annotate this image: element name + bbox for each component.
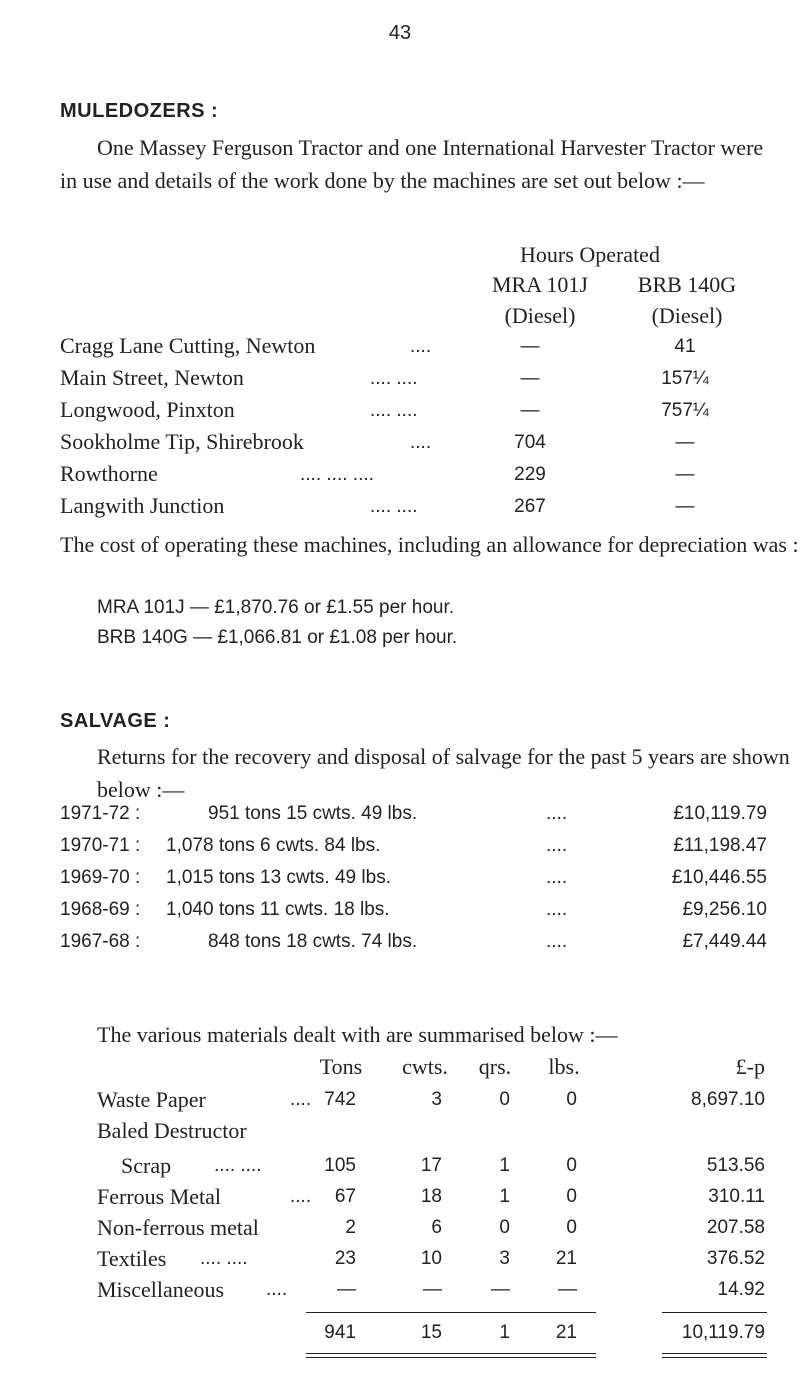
table-row [0, 397, 800, 429]
brb-hours: — [675, 496, 695, 517]
qrs-value: 0 [499, 1089, 510, 1110]
table-row [0, 1184, 800, 1214]
leader-dots: .... .... [370, 400, 418, 421]
tons-value: 2 [345, 1217, 356, 1238]
site-name: Sookholme Tip, Shirebrook [60, 429, 304, 454]
leader-dots: .... [546, 867, 568, 888]
amount-value: 14.92 [717, 1279, 765, 1300]
tons-value: 23 [334, 1248, 356, 1269]
brb-hours: 41 [674, 336, 696, 357]
brb-hours: 757¼ [661, 400, 709, 421]
leader-dots: .... [290, 1089, 312, 1110]
cwts-total: 15 [420, 1322, 442, 1343]
leader-dots: .... [546, 835, 568, 856]
tons-value: 105 [324, 1155, 356, 1176]
cwts-header: cwts. [402, 1054, 448, 1079]
lbs-value: 0 [566, 1155, 577, 1176]
salvage-heading: SALVAGE : [60, 710, 171, 732]
lbs-value: 0 [566, 1089, 577, 1110]
lbs-value: 21 [555, 1248, 577, 1269]
cost-line-mra: MRA 101J — £1,870.76 or £1.55 per hour. [97, 597, 455, 618]
amount: £10,119.79 [673, 803, 767, 824]
year: 1971-72 : [60, 803, 141, 824]
mra-hours: 229 [514, 464, 546, 485]
amount-total: 10,119.79 [681, 1322, 765, 1343]
cwts-value: — [423, 1279, 442, 1300]
table-row [0, 461, 800, 493]
leader-dots: .... [546, 803, 568, 824]
page-number: 43 [388, 22, 412, 44]
weight: 951 tons 15 cwts. 49 lbs. [208, 803, 418, 824]
leader-dots: .... .... [200, 1248, 248, 1269]
material-name: Baled Destructor [97, 1118, 247, 1143]
table-row [0, 365, 800, 397]
table-row [0, 899, 800, 931]
double-rule-top [306, 1353, 596, 1354]
table-row [0, 1277, 800, 1307]
table-row [0, 493, 800, 525]
weight: 1,040 tons 11 cwts. 18 lbs. [166, 899, 390, 920]
totals-row [0, 1320, 800, 1350]
tons-value: 67 [334, 1186, 356, 1207]
leader-dots: .... [546, 899, 568, 920]
amount-value: 8,697.10 [691, 1089, 765, 1110]
table-row [0, 429, 800, 461]
table-row [0, 1153, 800, 1183]
leader-dots: .... [290, 1186, 312, 1207]
lbs-total: 21 [555, 1322, 577, 1343]
amount-double-rule-bottom [662, 1357, 767, 1358]
tons-value: — [337, 1279, 356, 1300]
lbs-value: 0 [566, 1186, 577, 1207]
lbs-value: — [558, 1279, 577, 1300]
mra-hours: — [520, 368, 540, 389]
qrs-value: 3 [499, 1248, 510, 1269]
site-name: Langwith Junction [60, 493, 225, 518]
brb-column-header: BRB 140G [637, 272, 737, 297]
amount-double-rule-top [662, 1353, 767, 1354]
amount: £7,449.44 [682, 931, 767, 952]
year: 1969-70 : [60, 867, 141, 888]
qrs-value: — [491, 1279, 510, 1300]
tons-total: 941 [324, 1322, 356, 1343]
leader-dots: .... [410, 336, 432, 357]
material-name: Non-ferrous metal [97, 1215, 259, 1240]
table-row [0, 835, 800, 867]
table-row [0, 931, 800, 963]
table-row [0, 867, 800, 899]
cwts-value: 18 [420, 1186, 442, 1207]
leader-dots: .... [266, 1279, 288, 1300]
materials-intro: The various materials dealt with are summarised below :— [97, 1022, 618, 1047]
cost-text: The cost of operating these machines, including an allowance for depreciation was : [60, 532, 799, 557]
lbs-value: 0 [566, 1217, 577, 1238]
qrs-header: qrs. [478, 1054, 512, 1079]
hours-operated-header: Hours Operated [520, 242, 660, 267]
cost-line-brb: BRB 140G — £1,066.81 or £1.08 per hour. [97, 627, 458, 648]
cwts-value: 17 [420, 1155, 442, 1176]
year: 1968-69 : [60, 899, 141, 920]
muledozers-intro: One Massey Ferguson Tractor and one International Harvester Tractor were in use and details of the work done by the machines are set out below :— [60, 135, 764, 193]
table-row [0, 1215, 800, 1245]
lbs-header: lbs. [548, 1054, 580, 1079]
mra-hours: — [520, 400, 540, 421]
leader-dots: .... [410, 432, 432, 453]
weight: 1,015 tons 13 cwts. 49 lbs. [166, 867, 391, 888]
tons-header: Tons [319, 1054, 363, 1079]
material-name: Miscellaneous [97, 1277, 225, 1302]
leader-dots: .... .... [370, 368, 418, 389]
brb-hours: 157¼ [661, 368, 709, 389]
qrs-value: 0 [499, 1217, 510, 1238]
amount-value: 207.58 [706, 1217, 765, 1238]
mra-hours: 267 [514, 496, 546, 517]
weight: 1,078 tons 6 cwts. 84 lbs. [166, 835, 381, 856]
leader-dots: .... .... .... [300, 464, 374, 485]
amount-value: 310.11 [708, 1186, 765, 1207]
amount-header: £-p [735, 1054, 765, 1079]
table-row [0, 1118, 800, 1148]
material-name: Ferrous Metal [97, 1184, 222, 1209]
brb-hours: — [675, 432, 695, 453]
weight: 848 tons 18 cwts. 74 lbs. [208, 931, 418, 952]
leader-dots: .... .... [370, 496, 418, 517]
year: 1967-68 : [60, 931, 141, 952]
cwts-value: 10 [420, 1248, 442, 1269]
amount: £11,198.47 [673, 835, 767, 856]
table-row [0, 1087, 800, 1117]
table-row [0, 1246, 800, 1276]
brb-hours: — [675, 464, 695, 485]
salvage-intro: Returns for the recovery and disposal of salvage for the past 5 years are shown below :— [97, 744, 790, 802]
material-name: Scrap [121, 1153, 172, 1178]
brb-column-type: (Diesel) [651, 303, 723, 328]
table-row [0, 333, 800, 365]
mra-hours: — [520, 336, 540, 357]
amount: £9,256.10 [682, 899, 767, 920]
mra-hours: 704 [514, 432, 546, 453]
material-name: Waste Paper [97, 1087, 206, 1112]
year: 1970-71 : [60, 835, 141, 856]
site-name: Cragg Lane Cutting, Newton [60, 333, 316, 358]
cwts-value: 3 [431, 1089, 442, 1110]
site-name: Main Street, Newton [60, 365, 244, 390]
leader-dots: .... .... [214, 1155, 262, 1176]
table-row [0, 803, 800, 835]
qrs-value: 1 [499, 1155, 510, 1176]
material-name: Textiles [97, 1246, 167, 1271]
leader-dots: .... [546, 931, 568, 952]
site-name: Rowthorne [60, 461, 158, 486]
amount-value: 513.56 [706, 1155, 765, 1176]
amount-value: 376.52 [706, 1248, 765, 1269]
double-rule-bottom [306, 1357, 596, 1358]
mra-column-type: (Diesel) [504, 303, 576, 328]
amount: £10,446.55 [671, 867, 767, 888]
qrs-total: 1 [499, 1322, 510, 1343]
muledozers-heading: MULEDOZERS : [60, 100, 219, 122]
mra-column-header: MRA 101J [492, 272, 588, 297]
amount-totals-rule [662, 1312, 767, 1313]
qrs-value: 1 [499, 1186, 510, 1207]
totals-rule [306, 1312, 596, 1313]
tons-value: 742 [324, 1089, 356, 1110]
site-name: Longwood, Pinxton [60, 397, 235, 422]
cwts-value: 6 [431, 1217, 442, 1238]
